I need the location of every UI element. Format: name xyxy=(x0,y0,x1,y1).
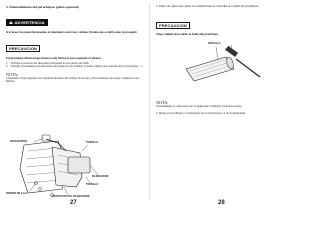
warning-text: Si el motor ha estado funcionando, el silenciador estará muy caliente. Permita que se enfríe antes de proseguir. xyxy=(6,30,138,34)
label-protector: PROTECTOR DEL SILENCIADOR xyxy=(52,195,90,198)
page-number-right: 28 xyxy=(218,200,225,206)
steps-list xyxy=(6,62,144,69)
label-silenciador: SILENCIADOR xyxy=(92,175,109,178)
section-title: 5. Mantenimiento del parachispas (pieza opcional) xyxy=(6,5,79,9)
screen-illustration xyxy=(156,39,294,97)
right-page xyxy=(156,5,294,205)
step-4-text: 4. Instale el parachispas y el silenciador en el orden inverso al de su desmontaje. xyxy=(156,112,246,116)
step-3-text: 3. Utilice un cepillo para quitar las acumulaciones de carbonilla de la malla del parachispas. xyxy=(156,5,259,8)
step-text: Extraiga el parachispas del silenciador extrayendo los dos tornillos. (Cuando cambie para su inspección el parachispas, ...) xyxy=(11,65,143,69)
caution-text: El parachispas deberá inspeccionarse cada 100 horas para mantener su eficacia. xyxy=(6,56,102,60)
label-parachispas: PARACHISPAS xyxy=(10,140,28,143)
nota-text: El parachispas no debe estar roto ni agujereado. Cámbielo si fuera necesario. xyxy=(156,104,242,108)
left-page xyxy=(6,5,144,205)
page-gutter xyxy=(149,4,150,200)
step-number: 2. xyxy=(6,65,9,69)
label-pernos: PERNOS DE 6 mm xyxy=(6,192,27,195)
muffler-figure xyxy=(6,131,144,201)
warning-label-text: ADVERTENCIA xyxy=(14,20,45,25)
nota-heading: NOTA: xyxy=(156,99,169,105)
screen-figure xyxy=(156,39,294,97)
nota-heading: NOTA: xyxy=(6,71,19,77)
label-tornillo-top: TORNILLO xyxy=(86,141,99,144)
caution-label: PRECAUCION xyxy=(156,22,190,29)
label-pantalla: PANTALLA xyxy=(208,41,221,45)
caution-text: Tenga cuidado de no dañar la malla del parachispas. xyxy=(156,33,219,37)
nota-text: Compruebe si hay depósitos de carbonilla alrededor del orificio de escape y del parachispas de escape. Límpielos si los hubiera. xyxy=(6,76,140,84)
step-text: Extraiga el protector del silenciador extrayendo los tres pernos de 6 mm. xyxy=(11,61,90,65)
step-number: 1. xyxy=(6,61,9,65)
caution-label: PRECAUCION xyxy=(6,45,40,52)
page-number-left: 27 xyxy=(70,200,77,206)
list-item xyxy=(6,65,144,69)
warning-triangle-icon xyxy=(9,21,13,24)
label-tornillo-bottom: TORNILLO xyxy=(86,183,99,186)
warning-label xyxy=(6,19,48,26)
